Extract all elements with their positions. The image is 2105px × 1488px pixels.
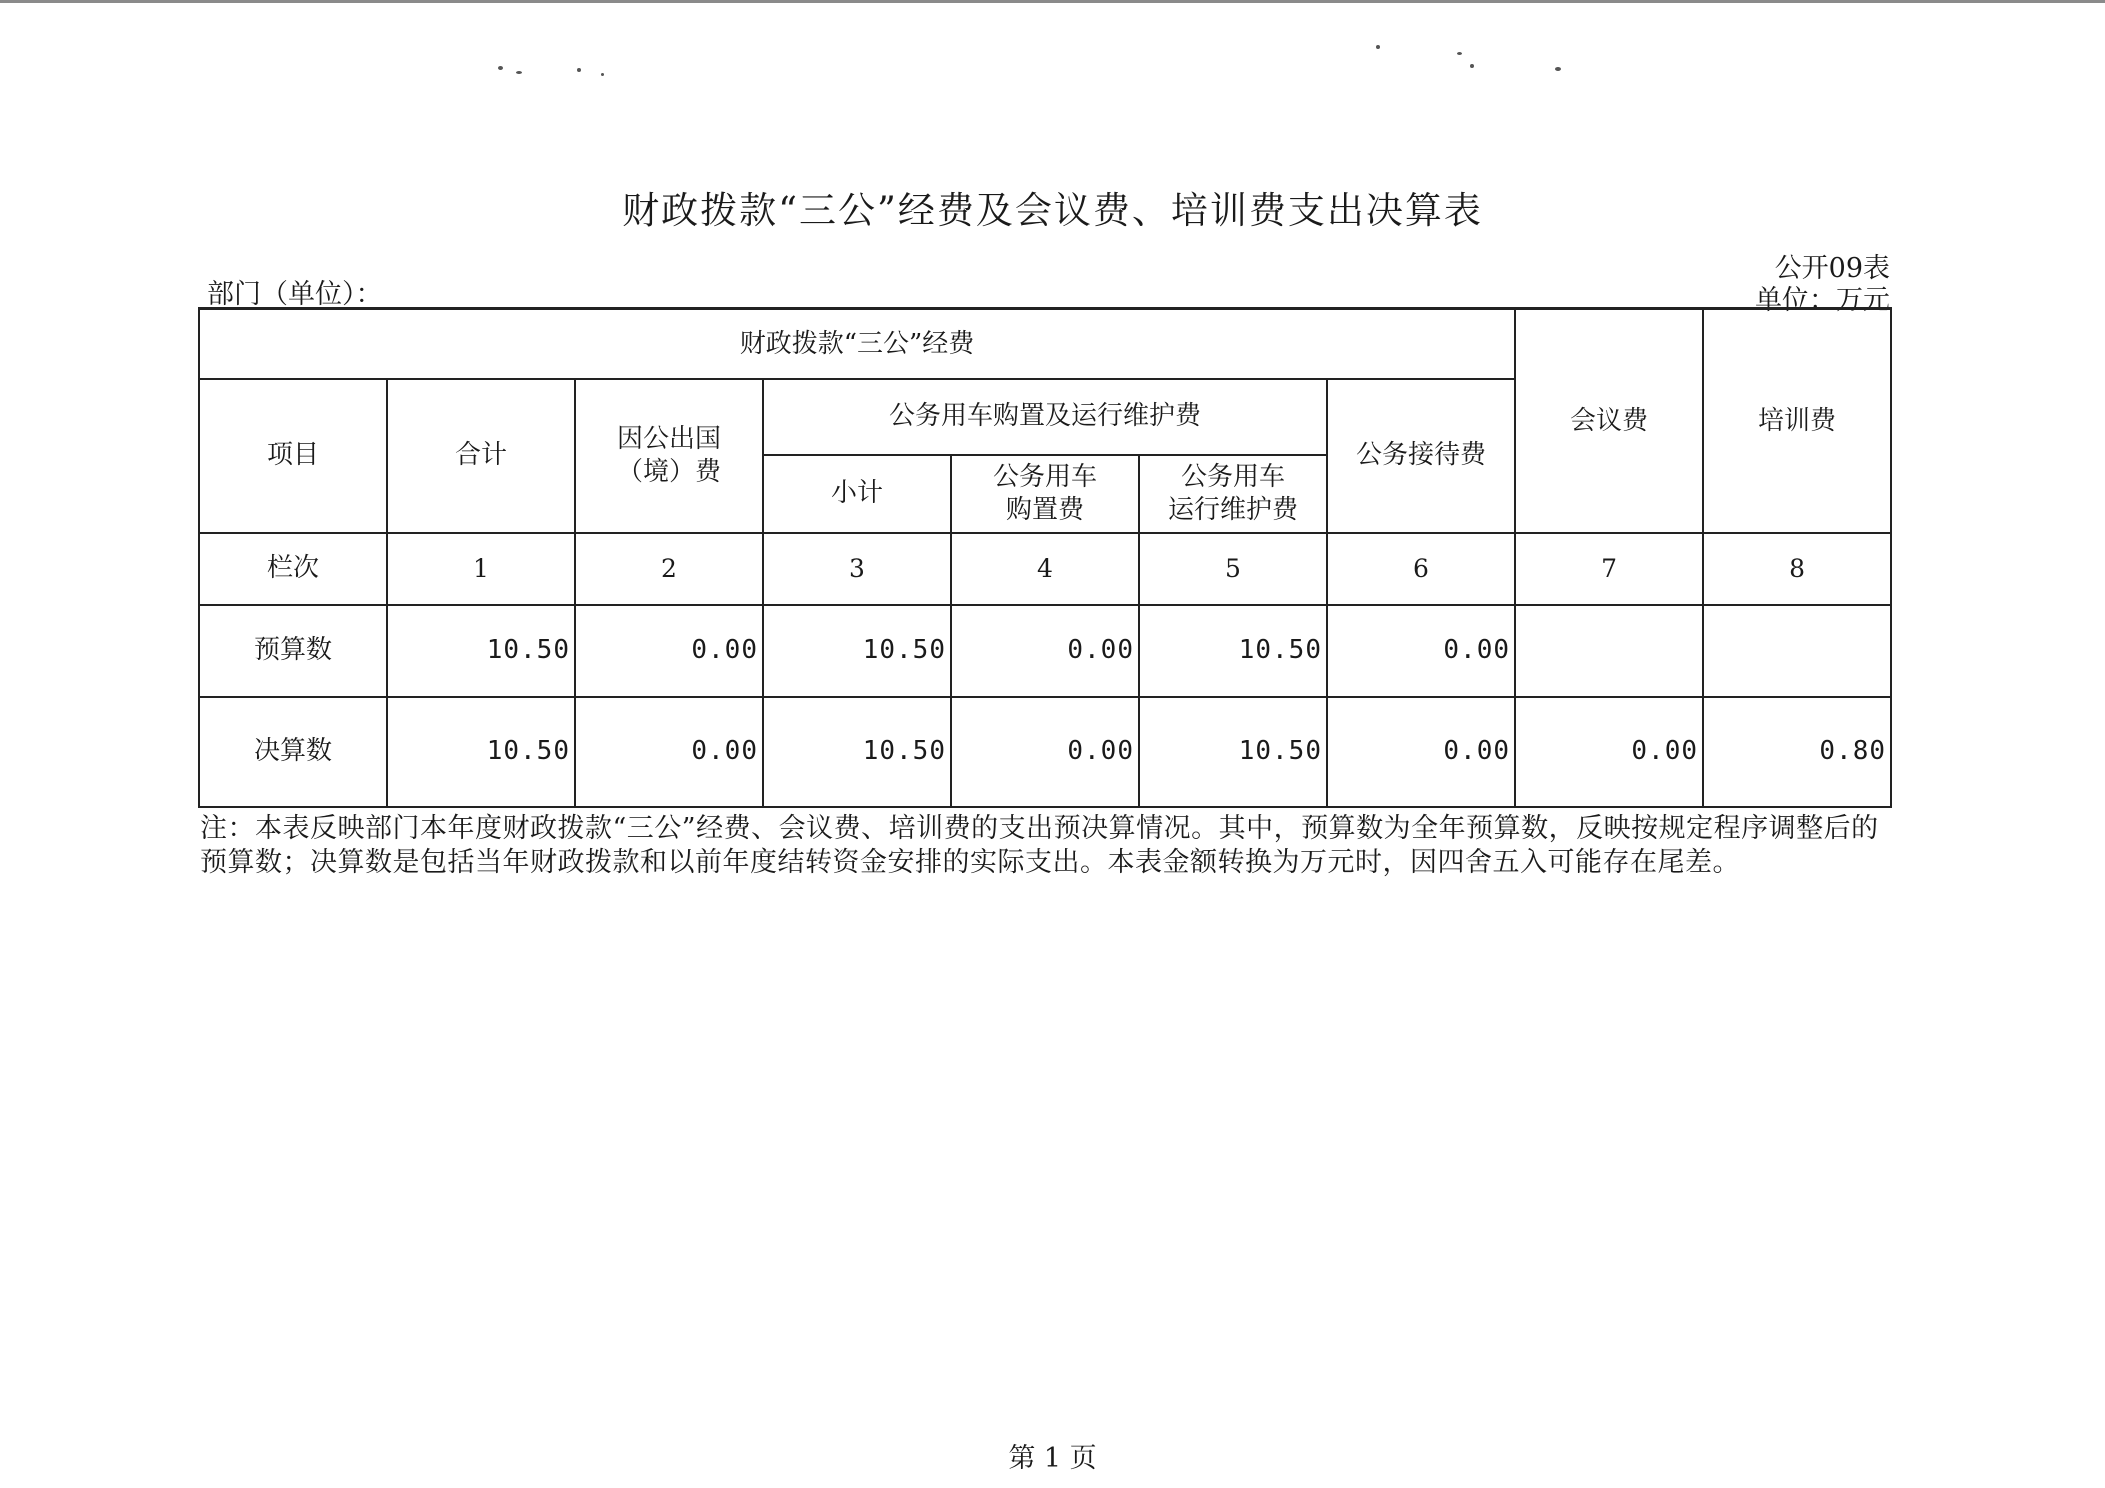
scan-speck: [516, 71, 522, 74]
header-vehicle-run-line1: 公务用车: [1180, 462, 1285, 492]
column-index: 1: [387, 533, 575, 605]
header-subtotal: 小计: [763, 455, 951, 533]
budget-cell: [1515, 605, 1703, 697]
header-group-title: 财政拨款“三公”经费: [199, 309, 1515, 379]
final-cell: 10.50: [387, 697, 575, 807]
column-index-label: 栏次: [199, 533, 387, 605]
header-item: 项目: [199, 379, 387, 533]
header-reception: 公务接待费: [1327, 379, 1515, 533]
scan-speck: [498, 66, 503, 70]
header-vehicle-buy: [951, 455, 1139, 533]
row-label: 预算数: [199, 605, 387, 697]
final-cell: 10.50: [763, 697, 951, 807]
header-meeting: 会议费: [1515, 309, 1703, 533]
budget-cell: 10.50: [1139, 605, 1327, 697]
final-row: [199, 697, 1891, 807]
header-training: 培训费: [1703, 309, 1891, 533]
column-index: 3: [763, 533, 951, 605]
department-label: 部门（单位）：: [207, 279, 383, 310]
row-label: 决算数: [199, 697, 387, 807]
budget-cell: 10.50: [387, 605, 575, 697]
scan-speck: [601, 73, 604, 76]
column-index: 6: [1327, 533, 1515, 605]
final-cell: 0.00: [951, 697, 1139, 807]
header-vehicle-run-line2: 运行维护费: [1167, 494, 1298, 525]
scan-speck: [1555, 67, 1561, 71]
header-vehicle-buy-line1: 公务用车: [992, 462, 1097, 492]
column-index: 4: [951, 533, 1139, 605]
budget-row: [199, 605, 1891, 697]
final-cell: 0.00: [1515, 697, 1703, 807]
header-total: 合计: [387, 379, 575, 533]
final-cell: 10.50: [1139, 697, 1327, 807]
table-note: 注：本表反映部门本年度财政拨款“三公”经费、会议费、培训费的支出预决算情况。其中，预算数为全年预算数，反映按规定程序调整后的预算数；决算数是包括当年财政拨款和以前年度结转资金安排的实际支出。本表金额转换为万元时，因四舍五入可能存在尾差。: [200, 813, 1879, 878]
final-cell: 0.00: [1327, 697, 1515, 807]
budget-cell: 0.00: [575, 605, 763, 697]
header-abroad: [575, 379, 763, 533]
scan-speck: [1376, 45, 1380, 49]
expenditure-table: [198, 307, 1892, 808]
scan-speck: [1457, 52, 1462, 55]
page-number: 第 1 页: [1008, 1443, 1097, 1474]
column-index: 8: [1703, 533, 1891, 605]
column-index-row: [199, 533, 1891, 605]
column-index: 7: [1515, 533, 1703, 605]
scan-speck: [577, 68, 581, 72]
budget-cell: [1703, 605, 1891, 697]
header-vehicle-buy-line2: 购置费: [1005, 494, 1084, 525]
final-cell: 0.00: [575, 697, 763, 807]
budget-cell: 0.00: [951, 605, 1139, 697]
scan-top-edge: [0, 0, 2105, 3]
header-vehicle-group: 公务用车购置及运行维护费: [763, 379, 1327, 455]
budget-cell: 10.50: [763, 605, 951, 697]
table-number: 公开09表: [1774, 253, 1890, 284]
column-index: 5: [1139, 533, 1327, 605]
scan-speck: [1470, 64, 1474, 68]
unit-label: 单位：万元: [1755, 285, 1890, 316]
document-title: 财政拨款“三公”经费及会议费、培训费支出决算表: [622, 189, 1483, 232]
header-abroad-line2: （境）费: [616, 456, 721, 487]
column-index: 2: [575, 533, 763, 605]
budget-cell: 0.00: [1327, 605, 1515, 697]
header-vehicle-run: [1139, 455, 1327, 533]
header-row-group: [199, 309, 1891, 379]
final-cell: 0.80: [1703, 697, 1891, 807]
header-abroad-line1: 因公出国: [616, 424, 721, 454]
